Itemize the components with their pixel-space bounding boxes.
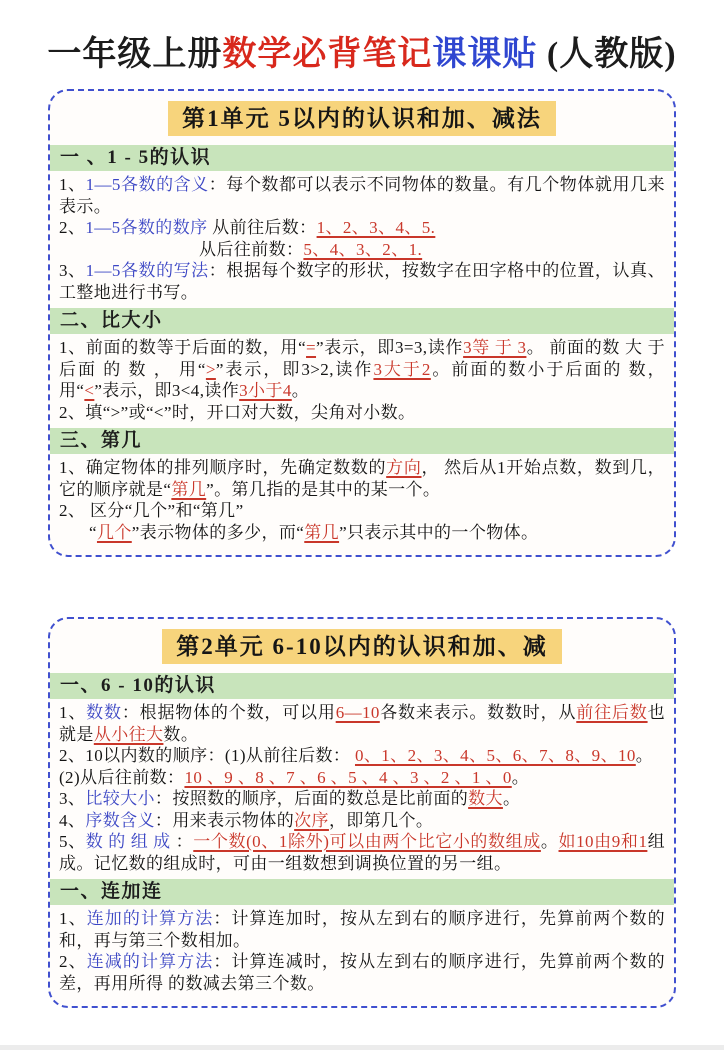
text-run: 连减的计算方法 xyxy=(86,952,214,971)
text-run: 5、 xyxy=(59,832,86,851)
title-part-series: 课课贴 xyxy=(432,36,538,73)
unit-title: 第1单元 5以内的认识和加、减法 xyxy=(168,101,556,136)
note-line xyxy=(59,337,665,402)
text-run: “ xyxy=(89,522,97,542)
text-run: ：用来表示物体的 xyxy=(154,810,295,830)
text-run: 3小于4 xyxy=(239,381,292,400)
text-run: 序数含义 xyxy=(85,810,155,830)
text-run: 3、 xyxy=(59,789,86,808)
note-line xyxy=(59,810,665,832)
text-run: 。前面的数小于后面的 数， 用“ xyxy=(59,359,665,400)
text-run: 次序 xyxy=(294,810,329,830)
unit-title-row xyxy=(59,629,665,664)
text-run: ， 然后从1开始点数，数到几，它的顺序就是“ xyxy=(59,458,665,499)
page-title xyxy=(0,26,724,75)
text-run: 2、 区分“几个”和“第几” xyxy=(59,501,244,520)
text-run: 3、 xyxy=(59,261,86,280)
text-run: 4、 xyxy=(59,810,86,830)
text-run: 数大 xyxy=(468,789,503,808)
text-run: 。 xyxy=(291,381,310,400)
page-bottom-edge xyxy=(0,1045,724,1050)
text-run: 6—10 xyxy=(335,703,380,722)
text-run: 2、 xyxy=(59,952,87,971)
text-run: 1、2、3、4、5. xyxy=(316,218,436,237)
text-run: ，即第几个。 xyxy=(328,810,434,830)
text-run: 组成。记忆数的组成时，可由一组数想到调换位置的另一组。 xyxy=(59,832,666,873)
text-run: 也 就是 xyxy=(59,703,665,744)
text-run: 从前往后数： xyxy=(207,218,317,237)
text-run: ”表示，即3>2,读作 xyxy=(215,359,374,379)
text-run: ：每个数都可以表示不同物体的数量。有几个物体就用几来表示。 xyxy=(59,175,665,216)
text-run: ”表示，即3<4,读作 xyxy=(94,381,240,400)
text-run: ：按照数的顺序，后面的数总是比前面的 xyxy=(154,789,469,808)
text-run: 从小往大 xyxy=(93,724,164,744)
section-header: 一、6 - 10的认识 xyxy=(50,673,674,699)
text-run: ：计算连减时，按从左到右的顺序进行，先算前两个数的差，再用所得 的数减去第三个数。 xyxy=(59,952,665,993)
unit-box xyxy=(48,617,676,1008)
text-run: 数 的 组 成 xyxy=(85,832,176,851)
text-run: ：根据每个数字的形状，按数字在田字格中的位置，认真、工整地进行书写。 xyxy=(59,261,665,302)
text-run: 一个数(0、1除外)可以由两个比它小的数组成 xyxy=(193,832,541,851)
text-run: 连加的计算方法 xyxy=(86,909,214,928)
text-run: = xyxy=(306,338,317,357)
text-run: 1、前面的数等于后面的数，用“ xyxy=(59,338,307,357)
note-line xyxy=(59,831,665,874)
text-run: 。 xyxy=(502,789,521,808)
text-run: ：根据物体的个数，可以用 xyxy=(121,703,336,722)
text-run: 1—5各数的写法 xyxy=(85,261,209,280)
note-line xyxy=(59,217,665,239)
title-part-edition: (人教版) xyxy=(537,36,677,73)
text-run: 第几 xyxy=(304,522,340,542)
note-line xyxy=(59,500,665,522)
section-header: 一 、1 - 5的认识 xyxy=(50,145,674,171)
text-run: 5、4、3、2、1. xyxy=(303,239,423,259)
text-run: < xyxy=(84,381,95,400)
text-run: 。 xyxy=(635,746,654,765)
text-run: 如10由9和1 xyxy=(558,832,648,851)
text-run: ”只表示其中的一个物体。 xyxy=(339,522,539,542)
text-run: ”表示物体的多少，而“ xyxy=(131,522,305,542)
units-container xyxy=(0,89,724,1008)
note-line xyxy=(59,908,665,951)
text-run: 10 、9 、8 、7 、6 、5 、4 、3 、2 、1 、0 xyxy=(184,767,512,787)
note-line xyxy=(59,702,665,745)
note-line xyxy=(59,522,665,544)
note-line xyxy=(59,951,665,994)
text-run: 1、 xyxy=(59,703,87,722)
note-line xyxy=(59,788,665,810)
text-run: 2、10以内数的顺序：(1)从前往后数： xyxy=(59,746,355,765)
unit-box xyxy=(48,89,676,557)
section-header: 三、第几 xyxy=(50,428,674,454)
unit-title: 第2单元 6-10以内的认识和加、减 xyxy=(162,629,561,664)
text-run: 。 xyxy=(511,767,530,787)
text-run: 3大于2 xyxy=(373,359,431,379)
text-run: 从后往前数： xyxy=(199,239,304,259)
text-run: 各数来表示。数数时，从 xyxy=(379,703,577,722)
text-run: 1—5各数的含义 xyxy=(85,175,209,194)
note-line xyxy=(59,457,665,500)
note-line xyxy=(59,174,665,217)
text-run: 方向 xyxy=(386,458,422,477)
title-part-subject: 数学必背笔记 xyxy=(222,36,433,73)
text-run: 几个 xyxy=(96,522,132,542)
text-run: 1、确定物体的排列顺序时，先确定数数的 xyxy=(59,458,387,477)
text-run: 1—5各数的数序 xyxy=(85,218,208,237)
text-run: 数数 xyxy=(86,703,122,722)
note-line xyxy=(59,745,665,767)
text-run: 1、 xyxy=(59,175,86,194)
note-line xyxy=(59,767,665,789)
text-run: 3等 于 3 xyxy=(463,338,527,357)
text-run: ：计算连加时，按从左到右的顺序进行，先算前两个数的和，再与第三个数相加。 xyxy=(59,909,665,950)
text-run: 前往后数 xyxy=(576,703,648,722)
text-run: 第几 xyxy=(171,479,207,499)
text-run: (2)从后往前数： xyxy=(59,767,185,787)
unit-title-row xyxy=(59,101,665,136)
title-part-grade: 一年级上册 xyxy=(47,36,223,73)
text-run: ： xyxy=(175,832,194,851)
text-run: 。 前面的数 大 于 后面 的 数 ， 用“ xyxy=(59,338,666,379)
section-header: 二、比大小 xyxy=(50,308,674,334)
text-run: 比较大小 xyxy=(85,789,155,808)
text-run: > xyxy=(205,359,216,379)
text-run: 2、 xyxy=(59,218,86,237)
note-line xyxy=(59,402,665,424)
note-line xyxy=(59,260,665,303)
section-header: 一、连加连 xyxy=(50,879,674,905)
text-run: 1、 xyxy=(59,909,87,928)
text-run: ”。第几指的是其中的某一个。 xyxy=(206,479,441,499)
text-run: 数。 xyxy=(163,724,199,744)
text-run: ”表示，即3=3,读作 xyxy=(316,338,464,357)
note-line xyxy=(59,239,665,261)
text-run: 。 xyxy=(540,832,559,851)
text-run: 2、填“>”或“<”时，开口对大数，尖角对小数。 xyxy=(59,402,416,422)
text-run: 0、1、2、3、4、5、6、7、8、9、10 xyxy=(354,746,636,765)
